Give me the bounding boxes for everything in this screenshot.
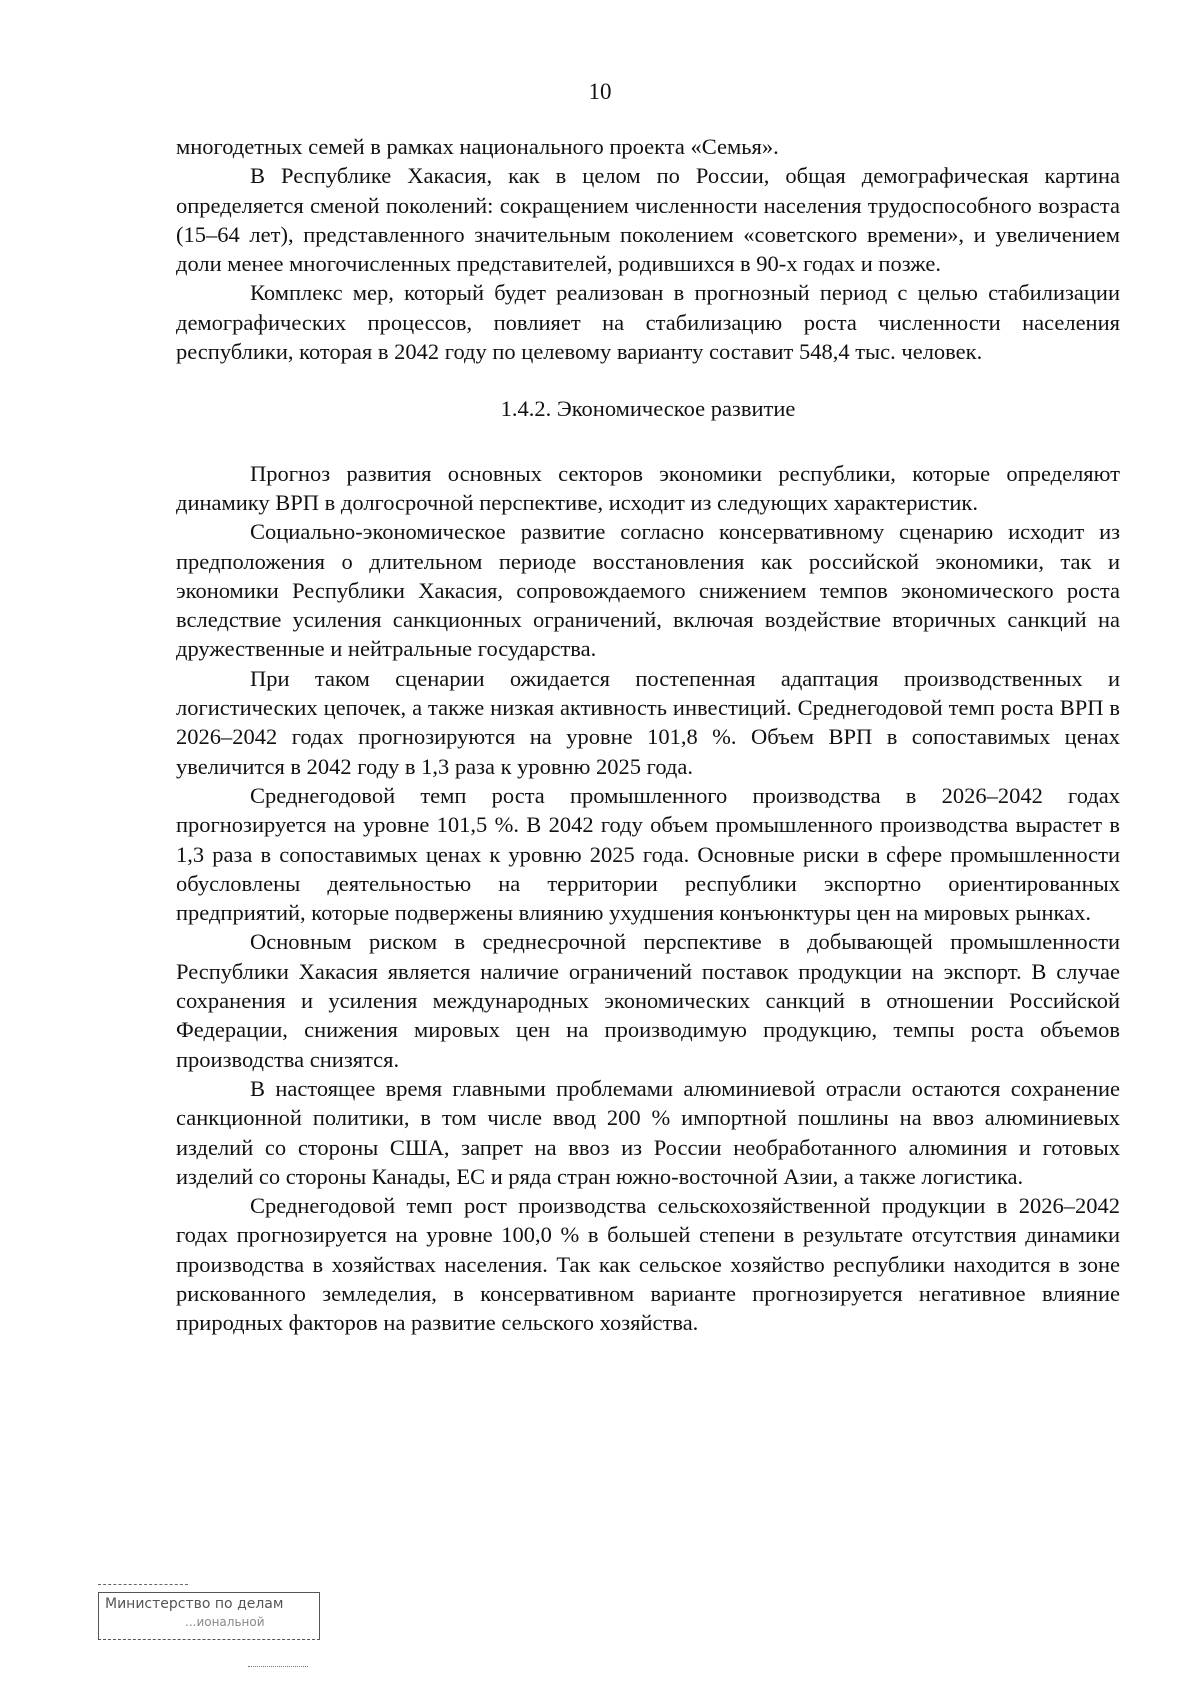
stamp-dotted-line — [248, 1666, 308, 1667]
ministry-stamp — [98, 1592, 320, 1640]
section-heading: 1.4.2. Экономическое развитие — [500, 396, 796, 422]
paragraph-measures-complex: Комплекс мер, который будет реализован в прогнозный период с целью стабилизации демографических процессов, повлияет на стабилизацию роста численности населения республики, которая в 2042 году по целевому варианту составит 548,4 тыс. человек. — [176, 280, 1120, 365]
paragraph-mining-risk: Основным риском в среднесрочной перспективе в добывающей промышленности Республики Хакасия является наличие ограничений поставок продукции на экспорт. В случае сохранения и усиления международных экономических санкций в отношении Российской Федерации, снижения мировых цен на производимую продукцию, темпы роста объемов производства снизятся. — [176, 929, 1120, 1072]
paragraph-forecast-sectors: Прогноз развития основных секторов экономики республики, которые определяют динамику ВРП в долгосрочной перспективе, исходит из следующих характеристик. — [176, 460, 1120, 515]
paragraph-grp-growth: При таком сценарии ожидается постепенная адаптация производственных и логистических цепочек, а также низкая активность инвестиций. Среднегодовой темп роста ВРП в 2026–2042 годах прогнозируются на уровне 101,8 %. Объем ВРП в сопоставимых ценах увеличится в 2042 году в 1,3 раза к уровню 2025 года. — [176, 665, 1120, 779]
paragraph-conservative-scenario: Социально-экономическое развитие согласно консервативному сценарию исходит из предположения о длительном периоде восстановления как российской экономики, так и экономики Республики Хакасия, сопровождаемого снижением темпов экономического роста вследствие усиления санкционных ограничений, включая воздействие вторичных санкций на дружественные и нейтральные государства. — [176, 519, 1120, 662]
paragraph-industrial-production: Среднегодовой темп роста промышленного производства в 2026–2042 годах прогнозируется на уровне 101,5 %. В 2042 году объем промышленного производства вырастет в 1,3 раза в сопоставимых ценах к уровню 2025 года. Основные риски в сфере промышленности обусловлены деятельностью на территории республики экспортно ориентированных предприятий, которые подвержены влиянию ухудшения конъюнктуры цен на мировых рынках. — [176, 782, 1120, 926]
paragraph-demographic-picture: В Республике Хакасия, как в целом по России, общая демографическая картина определяется сменой поколений: сокращением численности населения трудоспособного возраста (15–64 лет), представленного значительным поколением «советского времени», и увеличением доли менее многочисленных представителей, родившихся в 90-х годах и позже. — [176, 163, 1120, 277]
paragraph-continuation: многодетных семей в рамках национального проекта «Семья». — [176, 134, 779, 159]
paragraph-aluminium-industry: В настоящее время главными проблемами алюминиевой отрасли остаются сохранение санкционной политики, в том числе ввод 200 % импортной пошлины на ввоз алюминиевых изделий со стороны США, запрет на ввоз из России необработанного алюминия и готовых изделий со стороны Канады, ЕС и ряда стран южно-восточной Азии, а также логистика. — [176, 1075, 1120, 1189]
stamp-line-2: ...иональной — [185, 1615, 265, 1629]
stamp-line-1: Министерство по делам — [105, 1596, 284, 1612]
page-number: 10 — [588, 79, 612, 104]
stamp-rule — [98, 1584, 188, 1585]
paragraph-agriculture: Среднегодовой темп рост производства сельскохозяйственной продукции в 2026–2042 годах прогнозируется на уровне 100,0 % в большей степени в результате отсутствия динамики производства в хозяйствах населения. Так как сельское хозяйство республики находится в зоне рискованного земледелия, в консервативном варианте прогнозируется негативное влияние природных факторов на развитие сельского хозяйства. — [176, 1193, 1120, 1336]
page-body — [176, 132, 1120, 1338]
